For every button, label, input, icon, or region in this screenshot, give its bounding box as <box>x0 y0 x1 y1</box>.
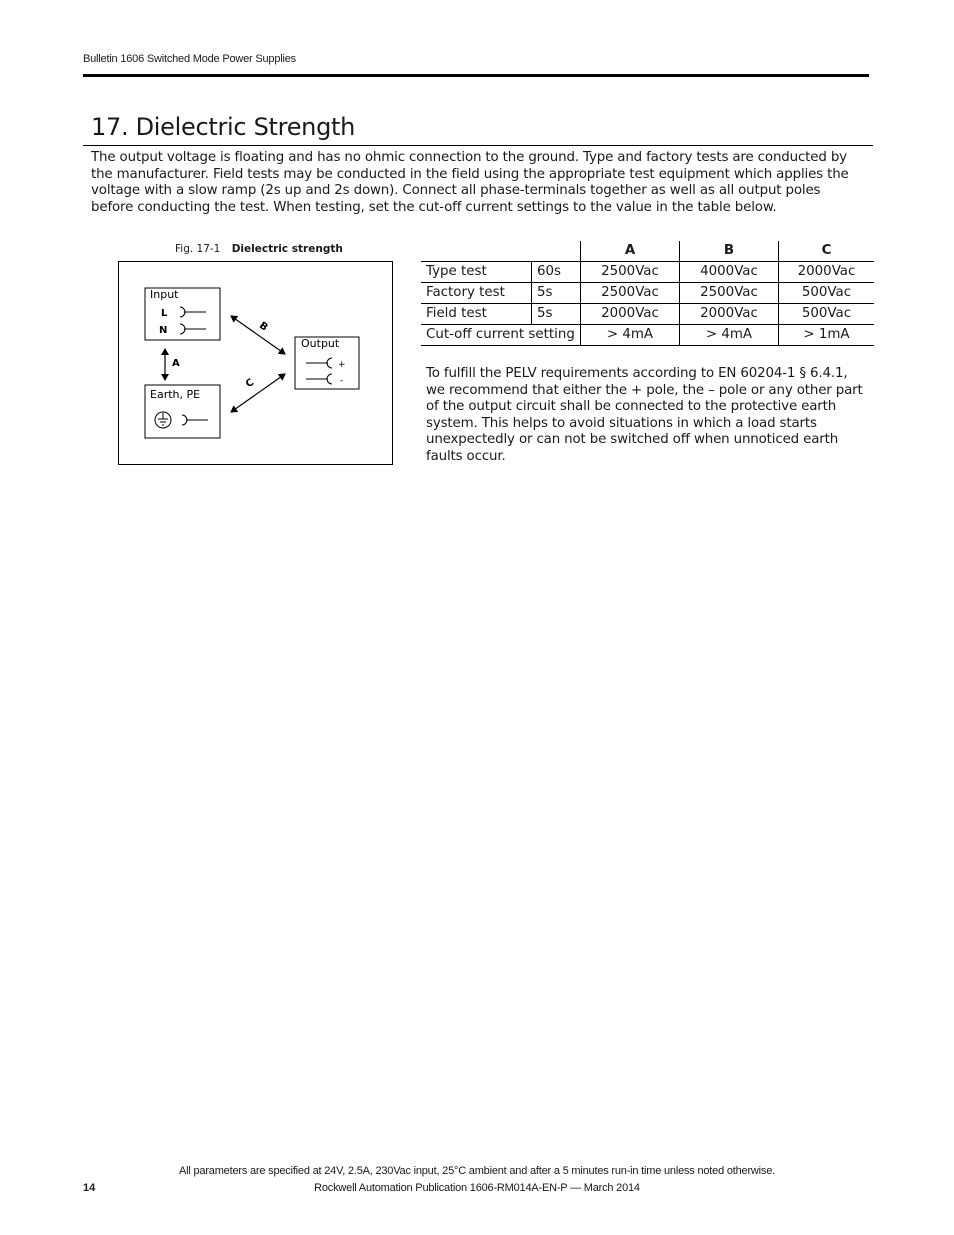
value-b: 4000Vac <box>680 262 779 283</box>
arrow-b-label: B <box>257 320 270 334</box>
row-duration: 60s <box>532 262 581 283</box>
table-row <box>421 262 874 283</box>
output-minus-label: - <box>340 376 344 386</box>
output-block <box>295 337 359 389</box>
output-minus-terminal-icon <box>306 374 332 384</box>
table-header-row <box>421 241 874 262</box>
table-header-a: A <box>581 241 680 262</box>
dielectric-strength-diagram <box>118 261 394 466</box>
arrow-a-label: A <box>172 358 180 369</box>
dielectric-strength-table <box>421 241 874 346</box>
value-a: > 4mA <box>581 325 680 346</box>
output-label: Output <box>301 337 340 350</box>
value-a: 2500Vac <box>581 262 680 283</box>
footer-note: All parameters are specified at 24V, 2.5A, 230Vac input, 25°C ambient and after a 5 minutes run-in time unless noted otherwise. <box>179 1165 775 1177</box>
terminal-l-icon <box>180 307 206 317</box>
earth-label: Earth, PE <box>150 388 201 401</box>
figure-number: Fig. 17-1 <box>175 243 221 255</box>
row-label: Factory test <box>421 283 532 304</box>
earth-block <box>145 385 220 438</box>
header-rule <box>83 74 869 77</box>
arrow-c <box>231 374 285 412</box>
table-row-cutoff <box>421 325 874 346</box>
output-plus-terminal-icon <box>306 358 332 368</box>
input-block <box>145 288 220 340</box>
earth-ground-icon <box>155 412 171 428</box>
row-duration: 5s <box>532 283 581 304</box>
row-label: Cut-off current setting <box>421 325 581 346</box>
intro-paragraph: The output voltage is floating and has no ohmic connection to the ground. Type and factory tests are conducted by the manufacturer. Field tests may be conducted in the field using the appropriate test equipment which applies the voltage with a slow ramp (2s up and 2s down). Connect all phase-terminals together as well as all output poles before conducting the test. When testing, set the cut-off current settings to the value in the table below. <box>91 150 849 215</box>
value-c: 2000Vac <box>779 262 875 283</box>
value-c: 500Vac <box>779 283 875 304</box>
value-c: 500Vac <box>779 304 875 325</box>
value-a: 2500Vac <box>581 283 680 304</box>
figure-caption <box>175 243 343 255</box>
row-label: Type test <box>421 262 532 283</box>
table-row <box>421 304 874 325</box>
section-title: 17. Dielectric Strength <box>91 113 356 141</box>
footer-publication: Rockwell Automation Publication 1606-RM014A-EN-P — March 2014 <box>314 1182 640 1194</box>
pelv-paragraph: To fulfill the PELV requirements according to EN 60204-1 § 6.4.1, we recommend that either the + pole, the – pole or any other part of the output circuit shall be connected to the protective earth system. This helps to avoid situations in which a load starts unexpectedly or can not be switched off when unnoticed earth faults occur. <box>426 366 863 464</box>
terminal-l-label: L <box>161 308 168 319</box>
page-number: 14 <box>83 1182 96 1194</box>
arrow-c-label: C <box>243 376 257 391</box>
value-b: 2500Vac <box>680 283 779 304</box>
value-b: > 4mA <box>680 325 779 346</box>
earth-terminal-icon <box>182 415 208 425</box>
table-header-c: C <box>779 241 875 262</box>
terminal-n-label: N <box>159 325 168 336</box>
row-duration: 5s <box>532 304 581 325</box>
input-label: Input <box>150 288 179 301</box>
page-header: Bulletin 1606 Switched Mode Power Supplies <box>83 53 296 65</box>
row-label: Field test <box>421 304 532 325</box>
arrow-b <box>231 316 285 354</box>
value-c: > 1mA <box>779 325 875 346</box>
figure-title: Dielectric strength <box>231 243 343 255</box>
value-b: 2000Vac <box>680 304 779 325</box>
table-header-b: B <box>680 241 779 262</box>
value-a: 2000Vac <box>581 304 680 325</box>
title-rule <box>83 145 873 146</box>
terminal-n-icon <box>180 324 206 334</box>
table-row <box>421 283 874 304</box>
table-header-empty <box>421 241 581 262</box>
output-plus-label: + <box>338 360 346 370</box>
